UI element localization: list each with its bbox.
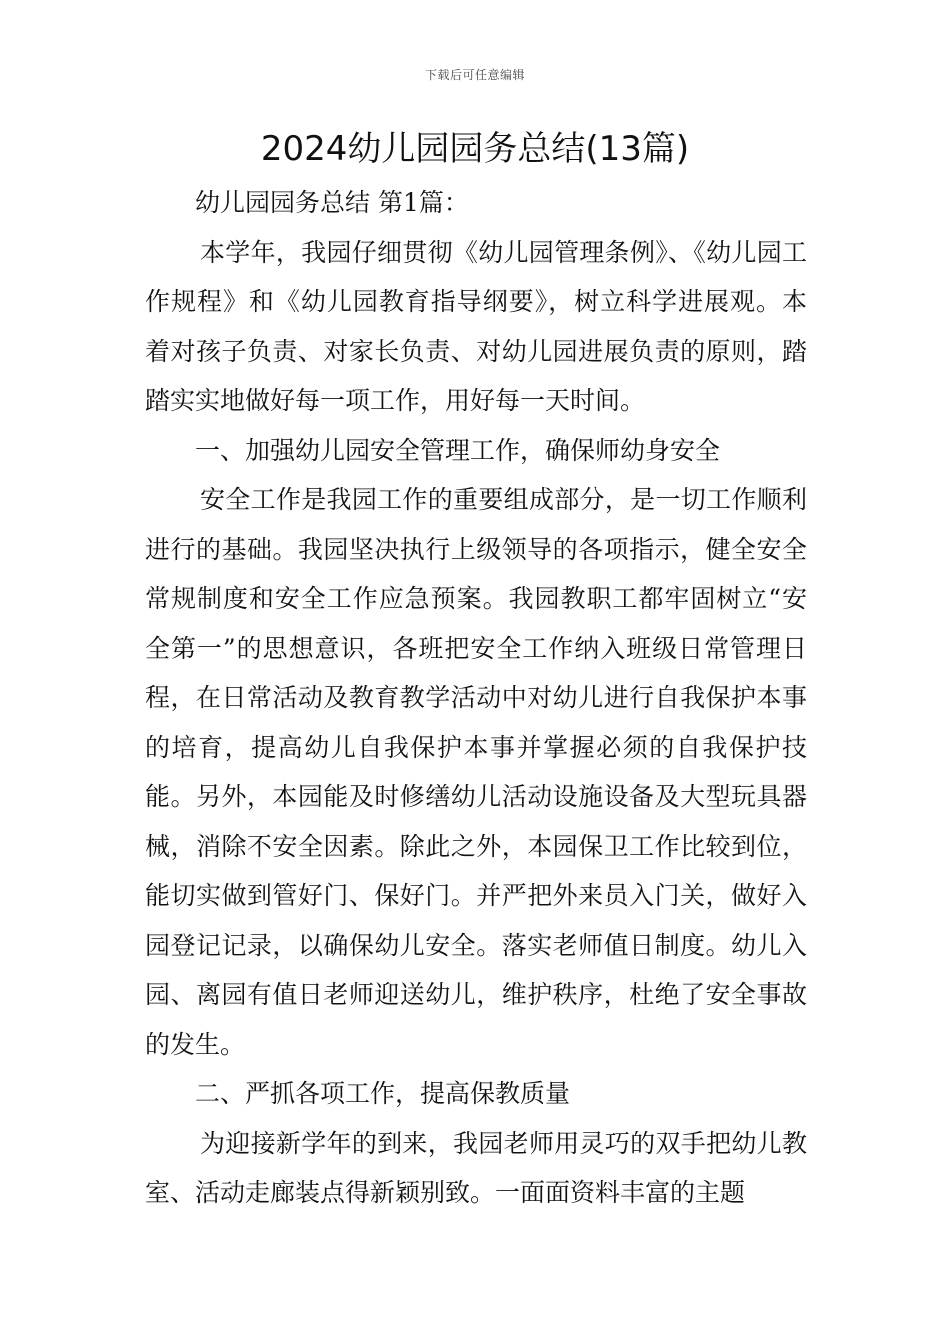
section-subtitle: 幼儿园园务总结 第1篇： [195,188,469,217]
page-header-note: 下载后可任意编辑 [424,68,525,82]
paragraph-safety: 安全工作是我园工作的重要组成部分，是一切工作顺利进行的基础。我园坚决执行上级领导的各项指示，健全安全常规制度和安全工作应急预案。我园教职工都牢固树立“安全第一”的思想意识，各班把安全工作纳入班级日常管理日程，在日常活动及教育教学活动中对幼儿进行自我保护本事的培育，提高幼儿自我保护本事并掌握必须的自我保护技能。另外，本园能及时修缮幼儿活动设施设备及大型玩具器械，消除不安全因素。除此之外，本园保卫工作比较到位，能切实做到管好门、保好门。并严把外来员入门关，做好入园登记记录，以确保幼儿安全。落实老师值日制度。幼儿入园、离园有值日老师迎送幼儿，维护秩序，杜绝了安全事故的发生。 [145,485,807,1059]
paragraph-intro: 本学年，我园仔细贯彻《幼儿园管理条例》、《幼儿园工作规程》和《幼儿园教育指导纲要》，树立科学进展观。本着对孩子负责、对家长负责、对幼儿园进展负责的原则，踏踏实实地做好每一项工作，用好每一天时间。 [145,237,807,415]
document-body [145,178,807,1218]
section-heading-quality: 二、严抓各项工作，提高保教质量 [195,1079,571,1108]
paragraph-quality: 为迎接新学年的到来，我园老师用灵巧的双手把幼儿教室、活动走廊装点得新颖别致。一面面资料丰富的主题 [145,1128,807,1207]
document-title: 2024幼儿园园务总结(13篇) [260,129,690,169]
section-heading-safety: 一、加强幼儿园安全管理工作，确保师幼身安全 [195,435,721,465]
